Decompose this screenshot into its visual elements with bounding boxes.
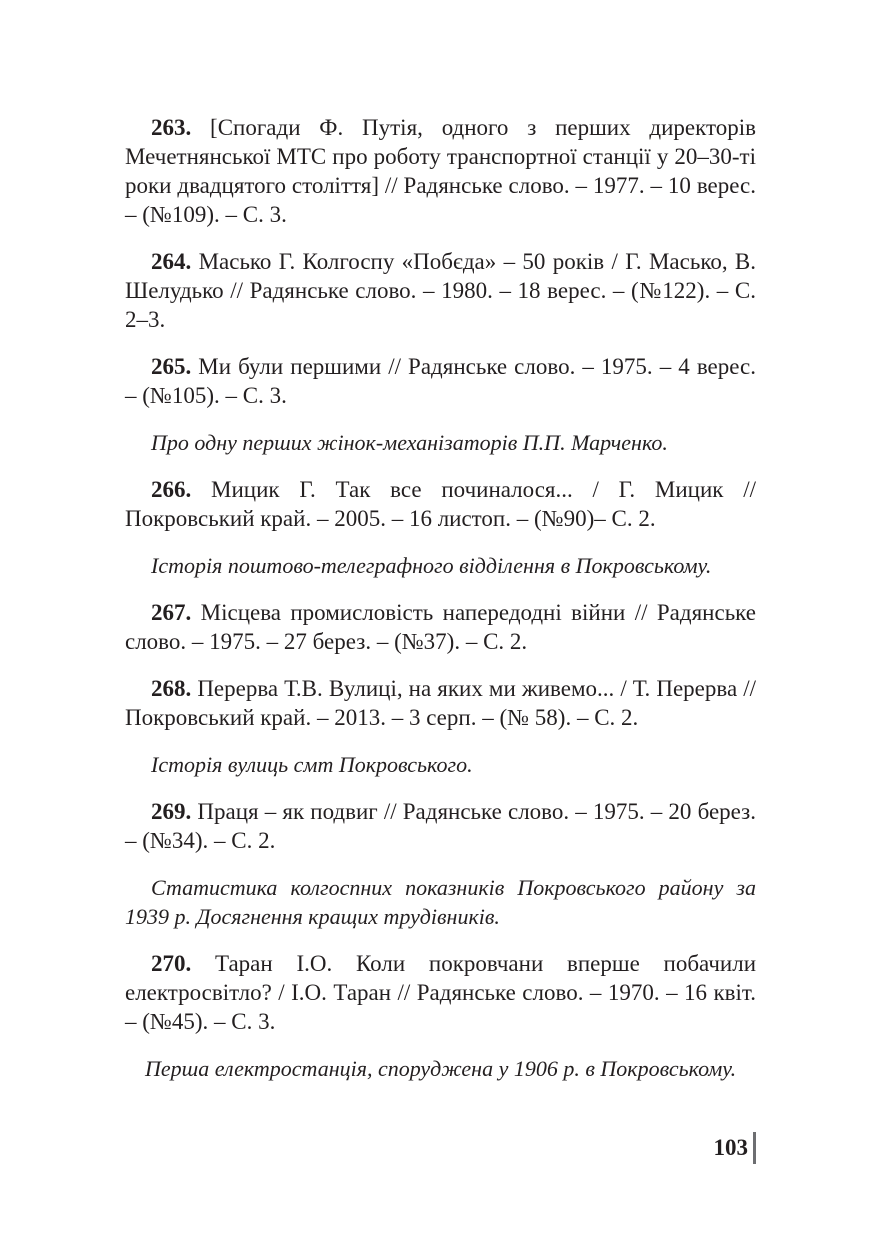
page-number: 103: [713, 1135, 748, 1160]
entry-number: 269.: [151, 799, 192, 824]
entry-270: [125, 949, 756, 1036]
entry-number: 263.: [151, 115, 192, 140]
entry-note-268: Історія вулиць смт Покровського.: [151, 752, 473, 777]
entry-text: Таран І.О. Коли покровчани вперше побачили електросвітло? / І.О. Таран // Радянське слово. – 1970. – 16 квіт. – (№45). – С. 3.: [125, 951, 756, 1034]
entry-263: [125, 113, 756, 229]
entry-number: 268.: [151, 676, 192, 701]
entry-text: Масько Г. Колгоспу «Побєда» – 50 років / Г. Масько, В. Шелудько // Радянське слово. – 1980. – 18 верес. – (№122). – С. 2–3.: [125, 249, 756, 332]
entry-265: [125, 352, 756, 410]
entry-text: Місцева промисловість напередодні війни // Радянське слово. – 1975. – 27 берез. – (№37). – С. 2.: [125, 600, 756, 654]
page-footer: [690, 1132, 756, 1164]
entry-264: [125, 247, 756, 334]
entry-text: Мицик Г. Так все починалося... / Г. Мицик // Покровський край. – 2005. – 16 листоп. – (№90)– С. 2.: [125, 477, 756, 531]
entry-note-265: Про одну перших жінок-механізаторів П.П. Марченко.: [151, 430, 668, 455]
entry-number: 265.: [151, 354, 192, 379]
entry-266: [125, 475, 756, 533]
entry-text: Ми були першими // Радянське слово. – 1975. – 4 верес. – (№105). – С. 3.: [125, 354, 756, 408]
entry-text: [Спогади Ф. Путія, одного з перших директорів Мечетнянської МТС про роботу транспортної станції у 20–30-ті роки двадцятого століття] // Радянське слово. – 1977. – 10 верес. – (№109). – С. 3.: [125, 115, 756, 227]
entry-number: 270.: [151, 951, 192, 976]
entry-note-270: Перша електростанція, споруджена у 1906 р. в Покровському.: [145, 1056, 737, 1081]
bibliography-page: [125, 113, 756, 1101]
entry-number: 264.: [151, 249, 192, 274]
entry-text: Праця – як подвиг // Радянське слово. – 1975. – 20 берез. – (№34). – С. 2.: [125, 799, 756, 853]
entry-note-269: Статистика колгоспних показників Покровського району за 1939 р. Досягнення кращих трудівників.: [125, 875, 756, 929]
entry-268: [125, 674, 756, 732]
page-number-bar: [753, 1132, 756, 1164]
entry-267: [125, 598, 756, 656]
entry-note-266: Історія поштово-телеграфного відділення в Покровському.: [151, 553, 712, 578]
entry-number: 267.: [151, 600, 192, 625]
entry-number: 266.: [151, 477, 192, 502]
entry-text: Перерва Т.В. Вулиці, на яких ми живемо... / Т. Перерва // Покровський край. – 2013. – 3 серп. – (№ 58). – С. 2.: [125, 676, 756, 730]
entry-269: [125, 797, 756, 855]
